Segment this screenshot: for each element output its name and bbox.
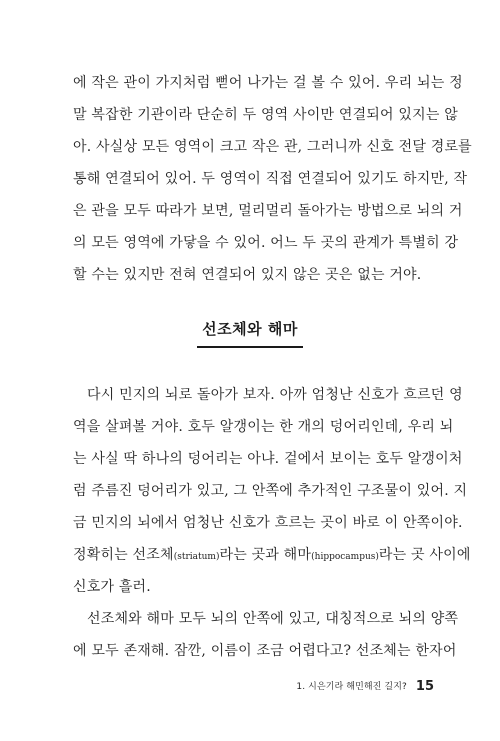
text-line: 아. 사실상 모든 영역이 크고 작은 관, 그러니까 신호 전달 경로를: [73, 139, 472, 155]
paragraph-intro: [73, 67, 472, 291]
text-line: 할 수는 있지만 전혀 연결되어 있지 않은 곳은 없는 거야.: [73, 267, 422, 283]
paragraph-striatum-hippocampus: [73, 379, 471, 667]
text-line: 말 복잡한 기관이라 단순히 두 영역 사이만 연결되어 있지는 않: [73, 107, 458, 123]
text-line: 다시 민지의 뇌로 돌아가 보자. 아까 엄청난 신호가 흐르던 영: [87, 387, 463, 403]
running-chapter-title: 1. 시은기라 해민해진 길지?: [296, 682, 407, 692]
text-line: 신호가 흘러.: [73, 579, 151, 595]
text-line: 는 사실 딱 하나의 덩어리는 아냐. 겉에서 보이는 호두 알갱이처: [73, 451, 463, 467]
text-line-with-terms: [73, 539, 471, 571]
page-number: 15: [415, 679, 434, 694]
section-heading: 선조체와 해마: [197, 318, 303, 348]
text-line: 역을 살펴볼 거야. 호두 알갱이는 한 개의 덩어리인데, 우리 뇌: [73, 419, 454, 435]
section-heading-wrapper: [0, 318, 500, 348]
text-line: 에 모두 존재해. 잠깐, 이름이 조금 어렵다고? 선조체는 한자어: [73, 643, 457, 659]
text-segment: 라는 곳과 해마: [219, 547, 312, 563]
text-line: 럼 주름진 덩어리가 있고, 그 안쪽에 추가적인 구조물이 있어. 지: [73, 483, 468, 499]
text-segment: 정확히는 선조체: [73, 547, 174, 563]
page-footer: [296, 679, 434, 694]
text-line: 금 민지의 뇌에서 엄청난 신호가 흐르는 곳이 바로 이 안쪽이야.: [73, 515, 463, 531]
text-line: 선조체와 해마 모두 뇌의 안쪽에 있고, 대칭적으로 뇌의 양쪽: [87, 611, 459, 627]
text-line: 통해 연결되어 있어. 두 영역이 직접 연결되어 있기도 하지만, 작: [73, 171, 468, 187]
term-hippocampus: (hippocampus): [311, 552, 379, 562]
text-line: 은 관을 모두 따라가 보면, 멀리멀리 돌아가는 방법으로 뇌의 거: [73, 203, 463, 219]
term-striatum: (striatum): [173, 552, 220, 562]
text-segment: 라는 곳 사이에: [378, 547, 471, 563]
text-line: 에 작은 관이 가지처럼 뻗어 나가는 걸 볼 수 있어. 우리 뇌는 정: [73, 75, 463, 91]
text-line: 의 모든 영역에 가닿을 수 있어. 어느 두 곳의 관계가 특별히 강: [73, 235, 459, 251]
